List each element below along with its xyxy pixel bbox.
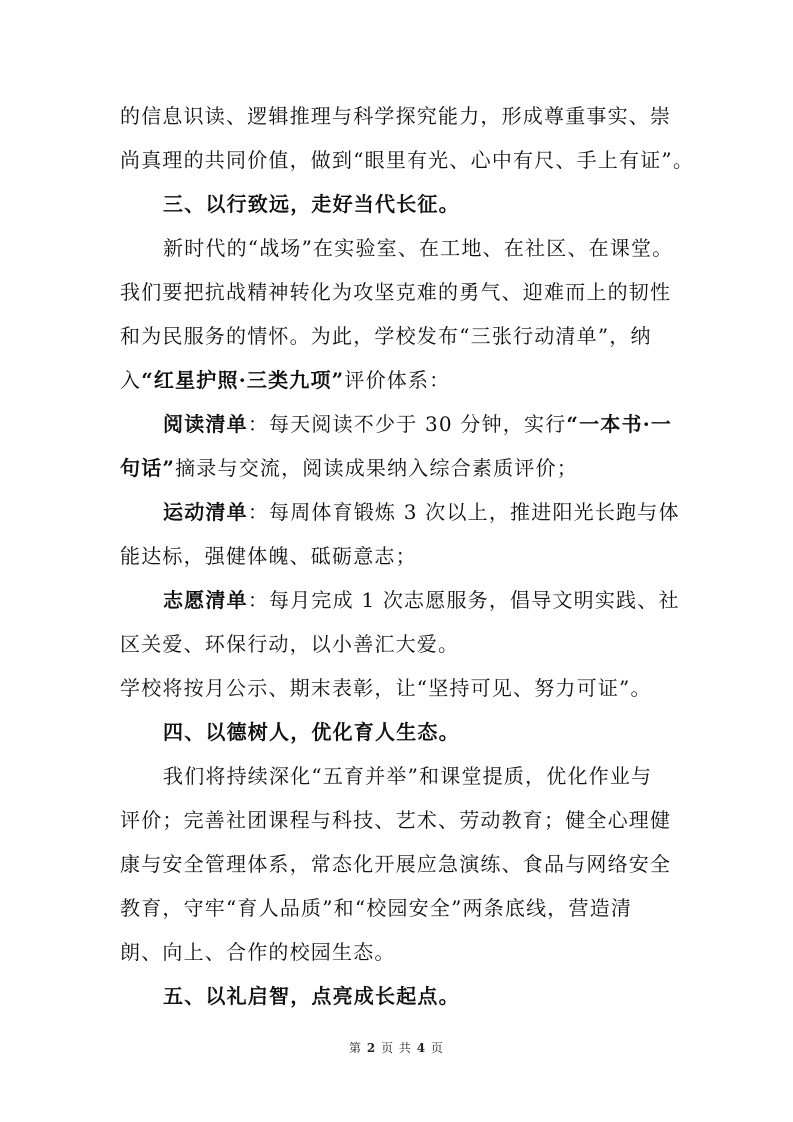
bold-phrase: 句话” bbox=[120, 456, 176, 480]
paragraph-line: 学校将按月公示、期末表彰，让“坚持可见、努力可证”。 bbox=[120, 676, 652, 700]
paragraph-line: 教育，守牢“育人品质”和“校园安全”两条底线，营造清 bbox=[120, 896, 633, 920]
paragraph-line: 新时代的“战场”在实验室、在工地、在社区、在课堂。 bbox=[163, 236, 674, 260]
paragraph-line: 我们将持续深化“五育并举”和课堂提质，优化作业与 bbox=[163, 764, 653, 788]
paragraph-line: 能达标，强健体魄、砥砺意志； bbox=[120, 544, 417, 568]
section-heading-5: 五、以礼启智，点亮成长起点。 bbox=[163, 984, 460, 1008]
sport-list-line bbox=[163, 500, 723, 524]
section-heading-3: 三、以行致远，走好当代长征。 bbox=[163, 192, 460, 216]
volunteer-list-label: 志愿清单 bbox=[163, 588, 248, 612]
paragraph-line: 区关爱、环保行动，以小善汇大爱。 bbox=[120, 632, 460, 656]
text-run: 入 bbox=[120, 368, 142, 392]
footer-prefix: 第 bbox=[349, 1041, 363, 1055]
text-run: ：每月完成 1 次志愿服务，倡导文明实践、社 bbox=[247, 588, 680, 612]
text-run: 摘录与交流，阅读成果纳入综合素质评价； bbox=[175, 456, 578, 480]
page-number-footer bbox=[0, 1041, 793, 1055]
paragraph-line bbox=[120, 368, 680, 392]
paragraph-line: 和为民服务的情怀。为此，学校发布“三张行动清单”，纳 bbox=[120, 324, 652, 348]
section-heading-4: 四、以德树人，优化育人生态。 bbox=[163, 720, 460, 744]
bold-phrase: “一本书·一 bbox=[566, 412, 673, 436]
footer-middle: 页 共 bbox=[381, 1041, 412, 1055]
paragraph-line: 尚真理的共同价值，做到“眼里有光、心中有尺、手上有证”。 bbox=[120, 148, 695, 172]
reading-list-label: 阅读清单 bbox=[163, 412, 248, 436]
paragraph-line bbox=[120, 456, 680, 480]
text-run: ：每天阅读不少于 30 分钟，实行 bbox=[247, 412, 567, 436]
bold-phrase: “红星护照·三类九项” bbox=[141, 368, 345, 392]
paragraph-line: 的信息识读、逻辑推理与科学探究能力，形成尊重事实、崇 bbox=[120, 104, 672, 128]
reading-list-line bbox=[163, 412, 723, 436]
paragraph-line: 评价；完善社团课程与科技、艺术、劳动教育；健全心理健 bbox=[120, 808, 672, 832]
sport-list-label: 运动清单 bbox=[163, 500, 248, 524]
volunteer-list-line bbox=[163, 588, 723, 612]
total-page-number: 4 bbox=[416, 1041, 427, 1055]
footer-suffix: 页 bbox=[430, 1041, 444, 1055]
paragraph-line: 我们要把抗战精神转化为攻坚克难的勇气、迎难而上的韧性 bbox=[120, 280, 672, 304]
text-run: ：每周体育锻炼 3 次以上，推进阳光长跑与体 bbox=[247, 500, 680, 524]
paragraph-line: 康与安全管理体系，常态化开展应急演练、食品与网络安全 bbox=[120, 852, 672, 876]
paragraph-line: 朗、向上、合作的校园生态。 bbox=[120, 940, 396, 964]
current-page-number: 2 bbox=[366, 1041, 377, 1055]
text-run: 评价体系： bbox=[344, 368, 451, 392]
